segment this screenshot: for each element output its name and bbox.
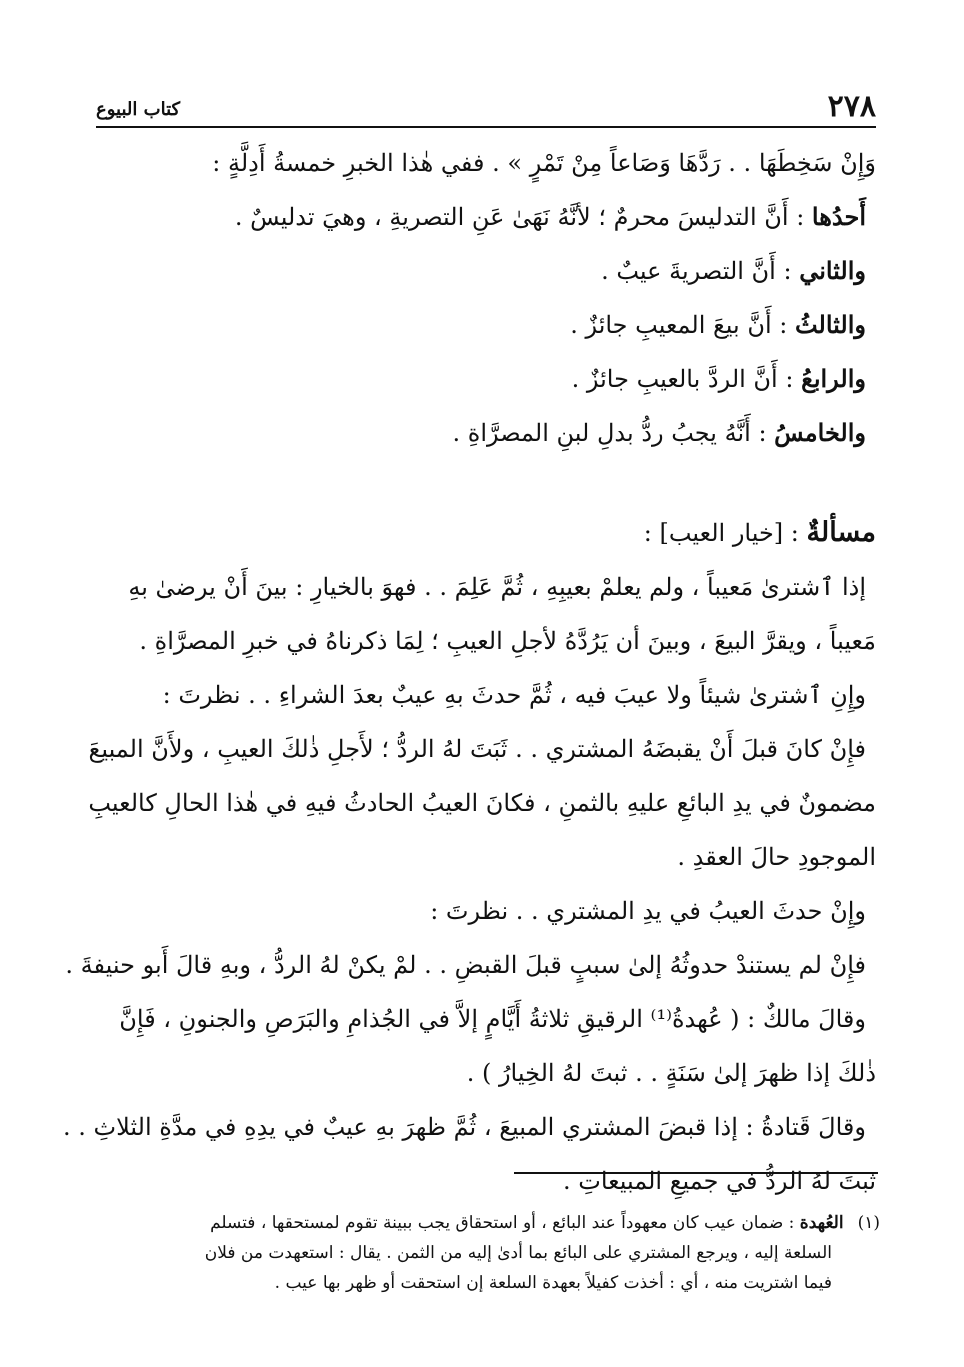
evidence-item: والرابعُ : أَنَّ الردَّ بالعيبِ جائزٌ . [571,364,866,393]
item-text: أَنَّ الردَّ بالعيبِ جائزٌ . [571,365,778,393]
issue-title: [خيار العيب] : [643,519,784,547]
issue-heading: مسألةٌ : [خيار العيب] : [643,517,876,548]
evidence-item: أَحدُها : أَنَّ التدليسَ محرمٌ ؛ لأنَّهُ نَهَىٰ عَنِ التصريةِ ، وهيَ تدليسٌ . [234,202,866,231]
main-text [62,136,876,1208]
issue-label: مسألةٌ [806,517,876,548]
paragraph-line: مَعيباً ، ويقرَّ البيعَ ، وبينَ أن يَرُدَّهُ لأجلِ العيبِ ؛ لِمَا ذكرناهُ في خبرِ المصرَّاةِ . [139,627,876,655]
footnote-text: : ضمان عيب كان معهوداً عند البائع ، أو استحقاق يجب ببينة تقوم لمستحقها ، فتسلم [210,1213,795,1233]
item-label: والثاني [799,256,866,285]
paragraph-line: وإِنِ ٱشترىٰ شيئاً ولا عيبَ فيه ، ثُمَّ حدثَ بهِ عيبٌ بعدَ الشراءِ . . نظرتَ : [162,681,866,709]
page-header [96,84,876,124]
footnote-line: السلعة إليه ، ويرجع المشتري على البائع بما أدىٰ إليه من الثمن . يقال : استعهدت من فلان [204,1243,832,1263]
paragraph-line: فإِنْ لم يستندْ حدوثُهُ إلىٰ سببٍ قبلَ القبضِ . . لمْ يكنْ لهُ الردُّ ، وبهِ قالَ أَبو حنيفةَ . [65,951,866,979]
footnote-marker: (١) [857,1213,880,1233]
paragraph-line: ثبتَ لهُ الردُّ في جميعِ المبيعاتِ . [562,1167,876,1195]
item-label: والثالثُ [794,310,866,339]
page-number: ٢٧٨ [827,89,876,124]
paragraph-line: وإِنْ حدثَ العيبُ في يدِ المشتري . . نظرتَ : [430,897,866,925]
paragraph-line: وقالَ قَتادةُ : إذا قبضَ المشتري المبيعَ ، ثُمَّ ظهرَ بهِ عيبٌ في يدِهِ في مدَّةِ الثلاثِ . . [62,1113,866,1141]
paragraph-line: الموجودِ حالَ العقدِ . [677,843,876,871]
paragraph-line: ذٰلكَ إذا ظهرَ إلىٰ سَنَةٍ . . ثبتَ لهُ الخِيارُ ) . [466,1059,876,1087]
running-title: كتاب البيوع [96,99,181,120]
footnote [96,1208,880,1298]
paragraph-line: فإِنْ كانَ قبلَ أَنْ يقبضَهُ المشتري . . ثَبَتَ لهُ الردُّ ؛ لأَجلِ ذٰلكَ العيبِ ، ولأَنَّ المبيعَ [88,735,866,763]
item-text: أَنَّهُ يجبُ ردُّ بدلِ لبنِ المصرَّاةِ . [452,419,751,447]
item-label: والرابعُ [801,364,866,393]
evidence-item: والثالثُ : أَنَّ بيعَ المعيبِ جائزٌ . [570,310,866,339]
evidence-item: والثاني : أَنَّ التصريةَ عيبٌ . [601,256,866,285]
footnote-divider [514,1172,878,1174]
footnote-term: العُهدة [799,1213,844,1233]
paragraph-line: وقالَ مالكٌ : ( عُهدةُ⁽¹⁾ الرقيقِ ثلاثةُ أَيَّامٍ إلاَّ في الجُذامِ والبَرَصِ والجنونِ ، فَإِنَّ [119,1005,866,1033]
item-label: أَحدُها [811,202,866,231]
evidence-item: والخامسُ : أَنَّهُ يجبُ ردُّ بدلِ لبنِ المصرَّاةِ . [452,418,866,447]
footnote-line [96,1208,880,1238]
paragraph-line: مضمونٌ في يدِ البائعِ عليهِ بالثمنِ ، فكانَ العيبُ الحادثُ فيهِ في هٰذا الحالِ كالعيبِ [88,789,876,817]
footnote-line: فيما اشتريت منه ، أي : أخذت كفيلاً بعهدة السلعة إن استحقت أو ظهر بها عيب . [274,1273,832,1293]
text-line: وَإِنْ سَخِطَهَا . . رَدَّهَا وَصَاعاً مِنْ تَمْرٍ » . ففي هٰذا الخبرِ خمسةُ أَدِلَّةٍ : [212,149,876,177]
item-text: أَنَّ بيعَ المعيبِ جائزٌ . [570,311,772,339]
paragraph-line: إذا ٱشترىٰ مَعيباً ، ولم يعلمْ بعيبِهِ ، ثُمَّ عَلِمَ . . فهوَ بالخيارِ : بينَ أَنْ يرضىٰ بهِ [128,573,866,601]
header-divider [96,126,876,128]
section-gap [96,460,876,506]
item-text: أَنَّ التصريةَ عيبٌ . [601,257,776,285]
item-text: أَنَّ التدليسَ محرمٌ ؛ لأنَّهُ نَهَىٰ عَنِ التصريةِ ، وهيَ تدليسٌ . [234,203,789,231]
item-label: والخامسُ [774,418,866,447]
